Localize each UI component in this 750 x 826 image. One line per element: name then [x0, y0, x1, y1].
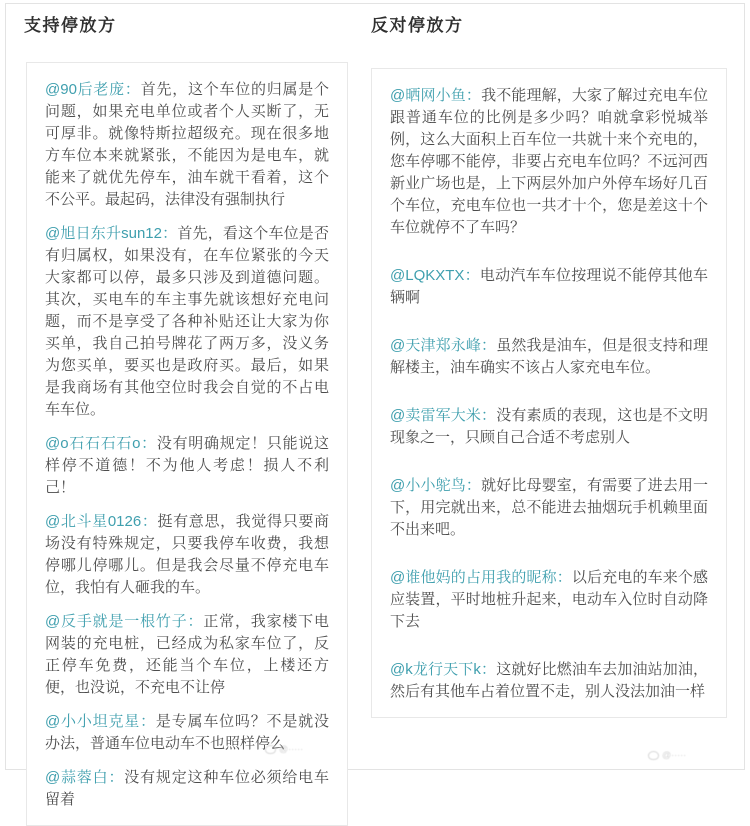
comment-text: 没有明确规定！只能说这样停不道德！不为他人考虑！损人不利己！ — [45, 435, 329, 496]
comment-text: 挺有意思，我觉得只要商场没有特殊规定，只要我停车收费，我想停哪儿停哪儿。但是我会尽量不停充电车位，我怕有人砸我的车。 — [45, 513, 329, 596]
watermark-left — [265, 744, 303, 754]
comment — [45, 511, 329, 599]
comment-text: 这就好比燃油车去加油站加油，然后有其他车占着位置不走，别人没法加油一样 — [390, 661, 708, 700]
watermark-text: @····· — [279, 744, 304, 754]
column-title-support: 支持停放方 — [24, 16, 117, 35]
comment — [390, 335, 708, 379]
comment — [45, 223, 329, 421]
weibo-watermark-icon — [265, 745, 276, 754]
comment-username: @小小鸵鸟： — [390, 477, 482, 494]
comment-text: 正常，我家楼下电网装的充电桩，已经成为私家车位了，反正停车免费，还能当个车位，上楼还方便，也没说，不充电不让停 — [45, 613, 329, 696]
comment-username: @LQKXTX： — [390, 267, 480, 284]
watermark-text: @····· — [662, 750, 687, 760]
weibo-watermark-icon — [648, 751, 659, 760]
comment — [390, 567, 708, 633]
column-title-oppose: 反对停放方 — [371, 16, 464, 35]
comment-username: @天津郑永峰： — [390, 337, 497, 354]
comment-username: @卖雷军大米： — [390, 407, 497, 424]
comment-text: 没有素质的表现，这也是不文明现象之一，只顾自己合适不考虑别人 — [390, 407, 708, 446]
comment-username: @谁他妈的占用我的昵称： — [390, 569, 572, 586]
comment-username: @北斗星0126： — [45, 513, 158, 530]
comment — [390, 405, 708, 449]
comment — [45, 79, 329, 211]
comment-text: 首先，这个车位的归属是个问题，如果充电单位或者个人买断了，无可厚非。就像特斯拉超级充。现在很多地方车位本来就紧张，不能因为是电车，就能来了就优先停车，油车就干看着，这个不公平。最起码，法律没有强制执行 — [45, 81, 329, 208]
comment-text: 虽然我是油车，但是很支持和理解楼主，油车确实不该占人家充电车位。 — [390, 337, 708, 376]
watermark-right — [648, 750, 686, 760]
comment — [390, 265, 708, 309]
comment-box-oppose — [371, 68, 727, 718]
comment-username: @反手就是一根竹子： — [45, 613, 204, 630]
comment — [390, 475, 708, 541]
comment — [45, 611, 329, 699]
comment — [390, 85, 708, 239]
comment-text: 首先，看这个车位是否有归属权，如果没有，在车位紧张的今天大家都可以停，最多只涉及到道德问题。其次，买电车的车主事先就该想好充电问题，而不是享受了各种补贴还让大家为你买单，我自己拍号牌花了两万多，没义务为您买单，要买也是政府买。最后，如果是我商场有其他空位时我会自觉的不占电车车位。 — [45, 225, 329, 418]
comment-box-support — [26, 62, 348, 826]
comment-username: @小小坦克星： — [45, 713, 156, 730]
comment-username: @晒网小鱼： — [390, 87, 482, 104]
comment-text: 我不能理解，大家了解过充电车位跟普通车位的比例是多少吗？咱就拿彩悦城举例，这么大面积上百车位一共就十来个充电的，您车停哪不能停，非要占充电车位吗？不远河西新业广场也是，上下两层外加户外停车场好几百个车位，充电车位也一共才十个，您是差这十个车位就停不了车吗？ — [390, 87, 708, 236]
comment-text: 以后充电的车来个感应装置，平时地桩升起来，电动车入位时自动降下去 — [390, 569, 708, 630]
comment-text: 电动汽车车位按理说不能停其他车辆啊 — [390, 267, 708, 306]
comment-text: 就好比母婴室，有需要了进去用一下，用完就出来，总不能进去抽烟玩手机赖里面不出来吧。 — [390, 477, 708, 538]
comment-text: 没有规定这种车位必须给电车留着 — [45, 769, 329, 808]
comment-username: @90后老庞： — [45, 81, 141, 98]
comment — [45, 433, 329, 499]
comment-username: @蒜蓉白： — [45, 769, 125, 786]
comment — [390, 659, 708, 703]
comment-text: 是专属车位吗？不是就没办法，普通车位电动车不也照样停么 — [45, 713, 329, 752]
comment-username: @旭日东升sun12： — [45, 225, 178, 242]
comment-username: @o石石石石o： — [45, 435, 157, 452]
comment — [45, 767, 329, 811]
comment-username: @k龙行天下k： — [390, 661, 497, 678]
